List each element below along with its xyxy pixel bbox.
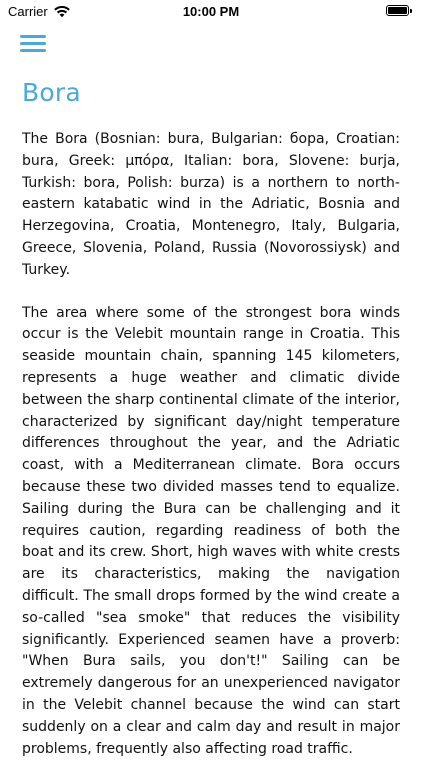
battery-icon: [386, 5, 409, 16]
status-time: 10:00 PM: [182, 4, 240, 19]
status-bar: [0, 0, 422, 24]
page-title: Bora: [22, 78, 81, 107]
carrier-label: Carrier: [8, 4, 48, 19]
battery-group: [386, 5, 412, 16]
navigation-bar: [0, 24, 422, 64]
menu-line-middle: [20, 42, 46, 45]
article-paragraph-1: The Bora (Bosnian: bura, Bulgarian: бора, Croatian: bura, Greek: μπόρα, Italian: bora, Slovene: burja, Turkish: bora, Polish: burza) is a northern to north-eastern katabatic wind in the Adriatic, Bosnia and Herzegovina, Croatia, Montenegro, Italy, Bulgaria, Greece, Slovenia, Poland, Russia (Novorossiysk) and Turkey.: [22, 131, 400, 278]
article-body: [22, 129, 400, 781]
battery-tip: [410, 9, 412, 13]
menu-line-top: [20, 35, 46, 38]
article-paragraph-2: The area where some of the strongest bora winds occur is the Velebit mountain range in Croatia. This seaside mountain chain, spanning 145 kilometers, represents a huge weather and climatic divide between the sharp continental climate of the interior, characterized by significant day/night temperature differences throughout the year, and the Adriatic coast, with a Mediterranean climate. Bora occurs because these two divided masses tend to equalize. Sailing during the Bura can be challenging and it requires caution, regarding readiness of both the boat and its crew. Short, high waves with white crests are its characteristics, making the navigation difficult. The small drops formed by the wind create a so-called "sea smoke" that reduces the visibility significantly. Experienced seamen have a proverb: "When Bura sails, you don't!" Sailing can be extremely dangerous for an unexperienced navigator in the Velebit channel because the wind can start suddenly on a clear and calm day and result in major problems, frequently also affecting road traffic.: [22, 304, 400, 757]
menu-line-bottom: [20, 49, 46, 52]
hamburger-menu-icon[interactable]: [20, 32, 46, 54]
